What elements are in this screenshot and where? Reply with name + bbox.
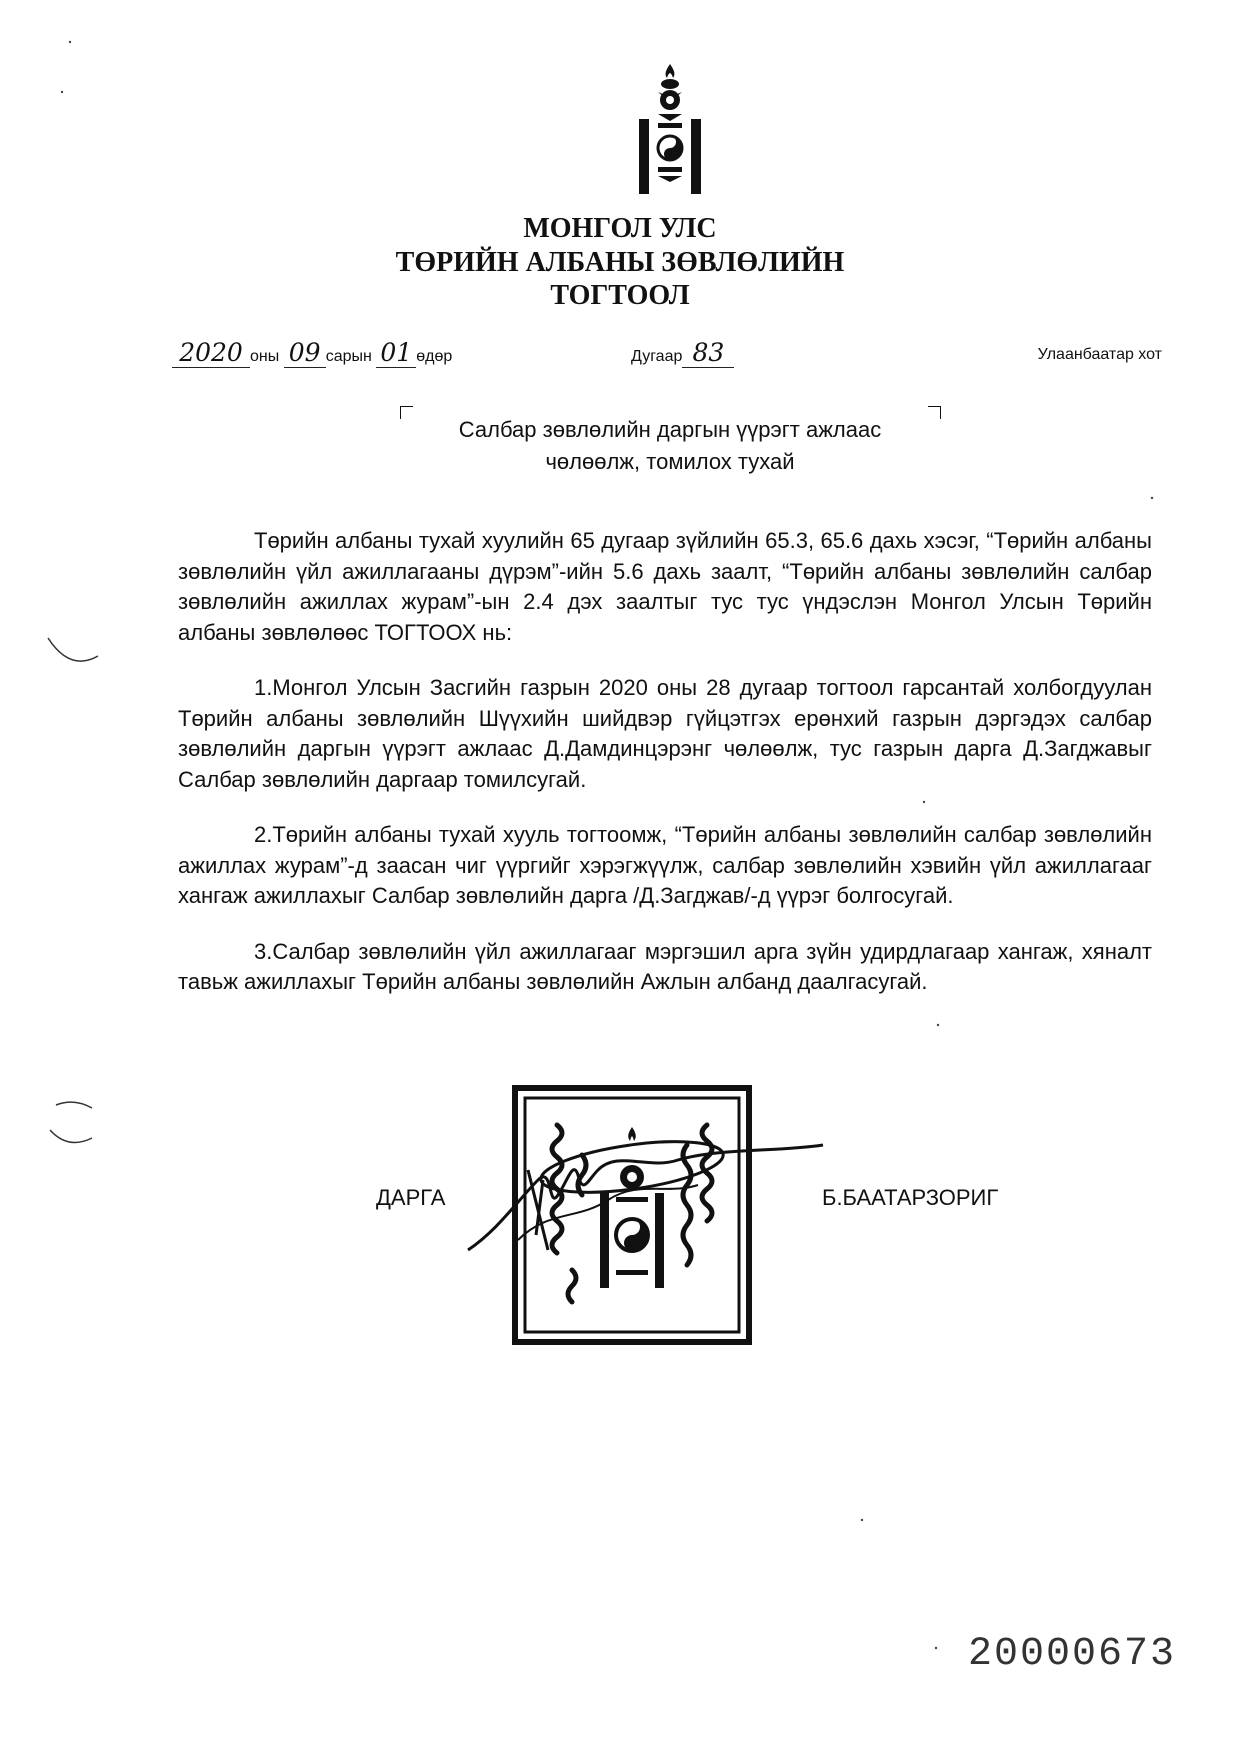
header-country: МОНГОЛ УЛС [523,213,717,244]
date-year-suffix: оны [250,348,280,365]
document-place: Улаанбаатар хот [1037,346,1162,363]
body-preamble: Төрийн албаны тухай хуулийн 65 дугаар зүйлийн 65.3, 65.6 дахь хэсэг, “Төрийн албаны зөвлөлийн үйл ажиллагааны дүрэм”-ийн 5.6 дахь заалт, “Төрийн албаны зөвлөлийн салбар зөвлөлийн ажиллах журам”-ын 2.4 дэх заалтыг тус тус үндэслэн Монгол Улсын Төрийн албаны зөвлөлөөс ТОГТООХ нь: [178,528,1152,645]
signatory-name: Б.БААТАРЗОРИГ [822,1185,999,1210]
document-body [178,526,1152,1023]
signature-block [0,1085,1240,1345]
handwritten-signature-icon [458,1140,828,1270]
body-item-1: 1.Монгол Улсын Засгийн газрын 2020 оны 28 дугаар тогтоол гарсантай холбогдуулан Төрийн албаны зөвлөлийн Шүүхийн шийдвэр гүйцэтгэх ерөнхий газрын дэргэдэх салбар зөвлөлийн даргын үүрэгт ажлаас Д.Дамдинцэрэнг чөлөөлж, тус газрын дарга Д.Загджавыг Салбар зөвлөлийн даргаар томилсугай. [178,675,1152,792]
number-label: Дугаар [631,348,683,365]
document-date [172,338,452,368]
header-document-type: ТОГТООЛ [550,280,690,312]
document-header [0,212,1240,313]
header-organization: ТӨРИЙН АЛБАНЫ ЗӨВЛӨЛИЙН [395,246,845,278]
body-item-2: 2.Төрийн албаны тухай хууль тогтоомж, “Төрийн албаны зөвлөлийн салбар зөвлөлийн ажиллах журам”-д заасан чиг үүргийг хэрэгжүүлж, салбар зөвлөлийн хэвийн үйл ажиллагааг хангаж ажиллахыг Салбар зөвлөлийн дарга /Д.Загджав/-д үүрэг болгосугай. [178,822,1152,908]
state-emblem-icon [633,64,707,194]
number-value: 83 [682,338,734,368]
date-month: 09 [284,338,326,368]
registration-number: 20000673 [968,1632,1177,1677]
date-day-suffix: өдөр [416,348,453,365]
date-day: 01 [376,338,416,368]
date-number-line [172,338,1162,372]
date-month-suffix: сарын [325,348,372,365]
document-subject [400,414,940,478]
body-item-3: 3.Салбар зөвлөлийн үйл ажиллагааг мэргэшил арга зүйн удирдлагаар хангаж, хяналт тавьж ажиллахыг Төрийн албаны зөвлөлийн Ажлын албанд даалгасугай. [178,938,1152,994]
subject-line-1: Салбар зөвлөлийн даргын үүрэгт ажлаас [458,417,882,442]
date-year: 2020 [172,338,250,368]
document-number [631,338,734,368]
subject-line-2: чөлөөлж, томилох тухай [545,449,795,474]
signatory-title: ДАРГА [376,1185,446,1210]
